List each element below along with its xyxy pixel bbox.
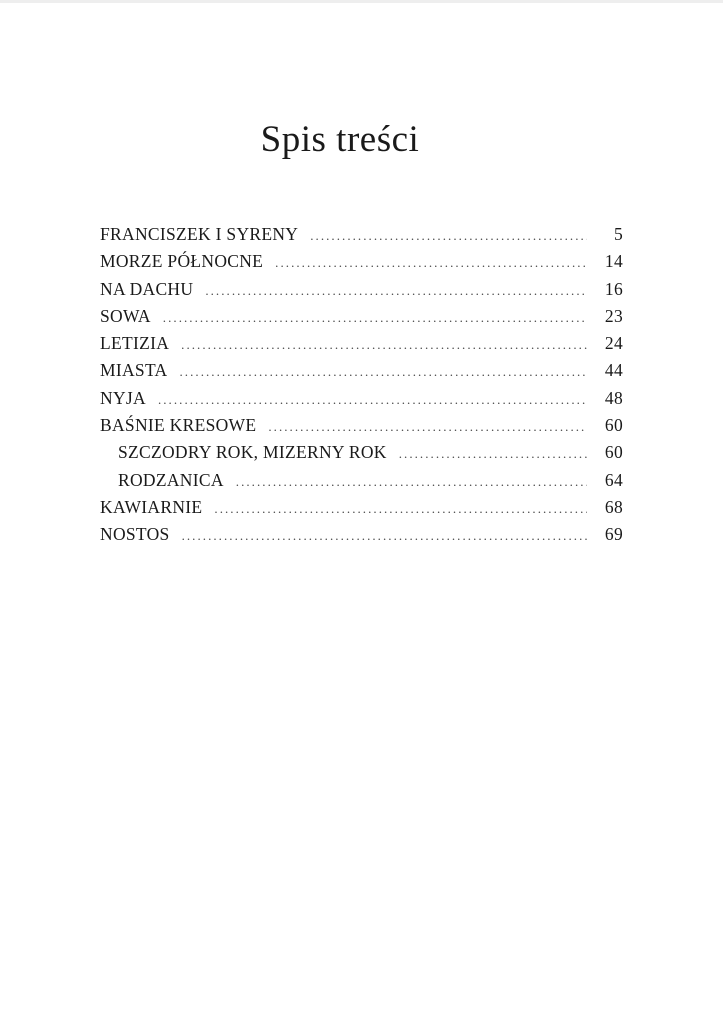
toc-leader-dots — [214, 495, 587, 522]
toc-entry-page: 60 — [604, 415, 623, 436]
toc-leader-dots — [399, 440, 587, 467]
toc-entry-page: 64 — [604, 469, 623, 490]
toc-entry-title: BAŚNIE KRESOWE — [100, 415, 257, 436]
toc-entry-title: LETIZIA — [100, 333, 170, 354]
toc-leader-dots — [275, 249, 587, 276]
toc-leader-dots — [163, 304, 587, 331]
page-top-edge — [0, 0, 723, 3]
toc-entry[interactable] — [100, 276, 623, 303]
toc-entry[interactable] — [100, 385, 623, 412]
toc-entry[interactable] — [100, 357, 623, 384]
toc-leader-dots — [236, 468, 587, 495]
toc-entry[interactable] — [100, 521, 623, 548]
toc-entry[interactable] — [100, 248, 623, 275]
toc-entry[interactable] — [100, 412, 623, 439]
toc-leader-dots — [310, 222, 587, 249]
toc-entry-title: NOSTOS — [100, 524, 170, 545]
toc-subentry[interactable] — [100, 439, 623, 466]
toc-leader-dots — [158, 386, 587, 413]
page-title: Spis treści — [260, 119, 420, 160]
toc-entry-page: 69 — [604, 524, 623, 545]
toc-entry[interactable] — [100, 221, 623, 248]
toc-entry[interactable] — [100, 330, 623, 357]
toc-entry-page: 14 — [604, 251, 623, 272]
toc-subentry[interactable] — [100, 467, 623, 494]
toc-leader-dots — [268, 413, 587, 440]
toc-entry[interactable] — [100, 494, 623, 521]
toc-entry-page: 5 — [613, 224, 623, 244]
toc-entry-title: FRANCISZEK I SYRENY — [100, 224, 299, 244]
toc-entry-page: 60 — [604, 442, 623, 463]
toc-entry-title: MORZE PÓŁNOCNE — [100, 251, 264, 272]
toc-leader-dots — [181, 331, 587, 358]
table-of-contents — [100, 221, 623, 549]
toc-leader-dots — [180, 358, 588, 385]
toc-leader-dots — [182, 522, 587, 549]
toc-entry-page: 68 — [604, 496, 623, 517]
toc-entry-page: 16 — [604, 278, 623, 299]
toc-entry-title: RODZANICA — [118, 469, 224, 490]
toc-entry-title: MIASTA — [100, 360, 168, 381]
toc-entry-title: NA DACHU — [100, 278, 194, 299]
toc-entry-page: 48 — [604, 387, 623, 408]
toc-entry-title: KAWIARNIE — [100, 496, 203, 517]
toc-entry-page: 44 — [604, 360, 623, 381]
toc-entry-title: SOWA — [100, 305, 151, 326]
toc-entry-title: NYJA — [100, 387, 146, 408]
toc-entry[interactable] — [100, 303, 623, 330]
toc-leader-dots — [205, 277, 587, 304]
toc-entry-title: SZCZODRY ROK, MIZERNY ROK — [118, 442, 387, 463]
toc-entry-page: 23 — [604, 305, 623, 326]
toc-entry-page: 24 — [604, 333, 623, 354]
